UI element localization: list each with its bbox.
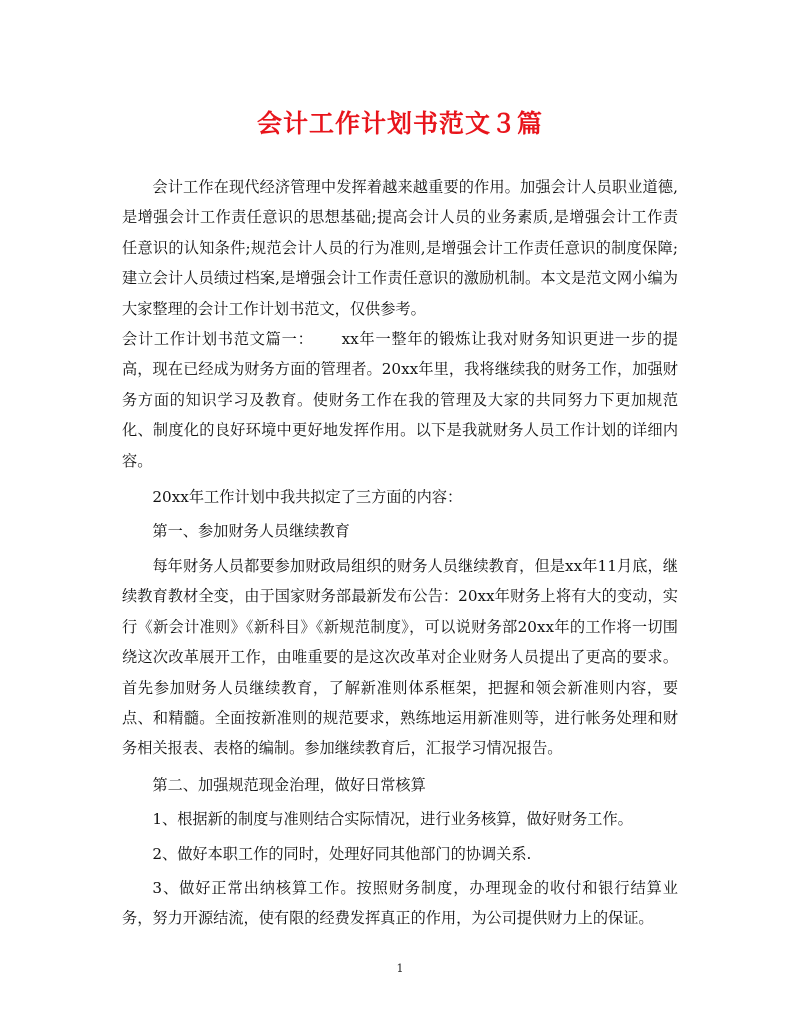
heading-1-paragraph: 每年财务人员都要参加财政局组织的财务人员继续教育，但是xx年11月底，继续教育教材全变，由于国家财务部最新发布公告：20xx年财务上将有大的变动，实行《新会计准则》《新科目》《新规范制度》，可以说财务部20xx年的工作将一切围绕这次改革展开工作，由唯重要的是这次改革对企业财务人员提出了更高的要求。首先参加财务人员继续教育，了解新准则体系框架，把握和领会新准则内容，要点、和精髓。全面按新准则的规范要求，熟练地运用新准则等，进行帐务处理和财务相关报表、表格的编制。参加继续教育后，汇报学习情况报告。 [122,556,678,758]
list-item-1: 1、根据新的制度与准则结合实际情况，进行业务核算，做好财务工作。 [152,810,633,829]
section1-text: xx年一整年的锻炼让我对财务知识更进一步的提高，现在已经成为财务方面的管理者。20xx年里，我将继续我的财务工作，加强财务方面的知识学习及教育。使财务工作在我的管理及大家的共同努力下更加规范化、制度化的良好环境中更好地发挥作用。以下是我就财务人员工作计划的详细内容。 [122,330,678,470]
intro-paragraph: 会计工作在现代经济管理中发挥着越来越重要的作用。加强会计人员职业道德,是增强会计工作责任意识的思想基础;提高会计人员的业务素质,是增强会计工作责任意识的认知条件;规范会计人员的行为准则,是增强会计工作责任意识的制度保障;建立会计人员绩过档案,是增强会计工作责任意识的激励机制。本文是范文网小编为大家整理的会计工作计划书范文，仅供参考。 [122,178,678,318]
heading-2: 第二、加强规范现金治理，做好日常核算 [152,775,426,794]
document-body [122,172,678,934]
document-title: 会计工作计划书范文３篇 [256,109,543,138]
list-item-3: 3、做好正常出纳核算工作。按照财务制度，办理现金的收付和银行结算业务，努力开源结流，使有限的经费发挥真正的作用，为公司提供财力上的保证。 [122,878,678,928]
section1-label: 会计工作计划书范文篇一： [122,330,314,349]
section1-paragraph [122,324,678,476]
plan-intro-paragraph: 20xx年工作计划中我共拟定了三方面的内容： [152,488,463,507]
list-item-2: 2、做好本职工作的同时，处理好同其他部门的协调关系. [152,844,532,863]
heading-1: 第一、参加财务人员继续教育 [152,522,350,541]
page-number: 1 [396,962,404,975]
